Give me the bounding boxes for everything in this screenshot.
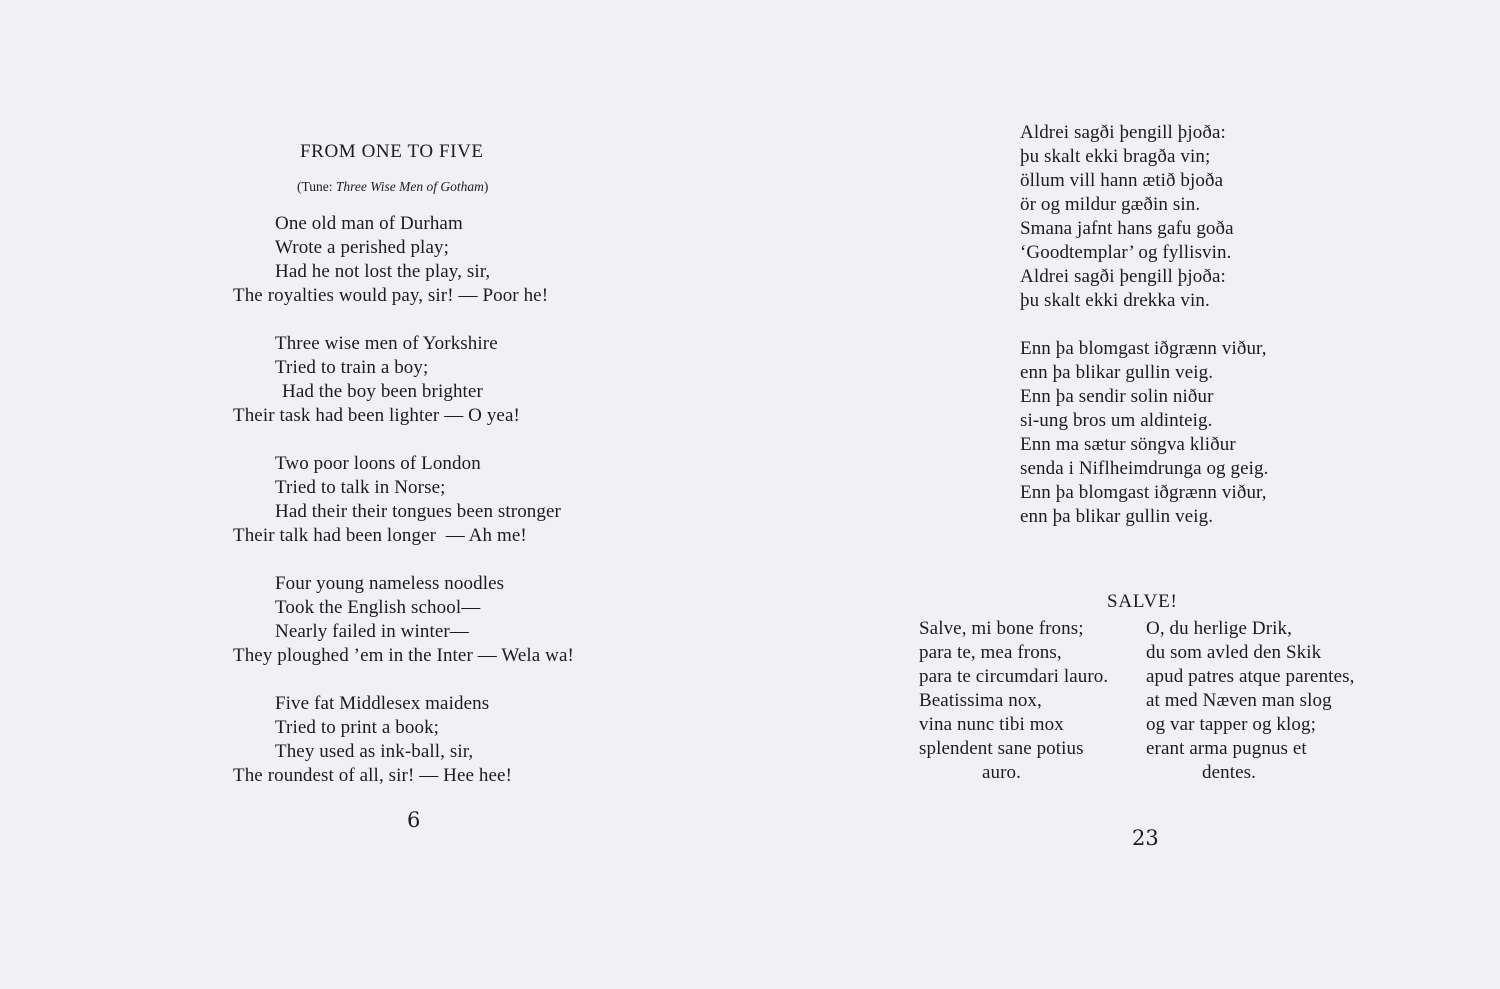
poem-line: Tried to train a boy; [275,357,429,378]
poem-line: ör og mildur gæðin sin. [1020,194,1201,215]
danish-line: erant arma pugnus et [1146,738,1307,759]
poem-line: Five fat Middlesex maidens [275,693,490,714]
poem-line: senda i Niflheimdrunga og geig. [1020,458,1269,479]
poem-line: Had the boy been brighter [282,381,483,402]
poem-line: þu skalt ekki drekka vin. [1020,290,1210,311]
latin-line: splendent sane potius [919,738,1084,759]
latin-line: Salve, mi bone frons; [919,618,1084,639]
danish-line: og var tapper og klog; [1146,714,1316,735]
danish-line: at med Næven man slog [1146,690,1332,711]
poem-line: öllum vill hann ætið bjoða [1020,170,1224,191]
poem-line: Enn þa sendir solin niður [1020,386,1214,407]
danish-line: dentes. [1202,762,1256,783]
danish-line: du som avled den Skik [1146,642,1322,663]
latin-line: auro. [982,762,1022,783]
tune-note [297,179,488,195]
poem-line: Enn þa blomgast iðgrænn viður, [1020,482,1267,503]
poem-line: þu skalt ekki bragða vin; [1020,146,1211,167]
poem-line: Three wise men of Yorkshire [275,333,498,354]
poem-line: Nearly failed in winter— [275,621,469,642]
poem-line: One old man of Durham [275,213,463,234]
tune-suffix: ) [483,179,489,194]
poem-line: Tried to print a book; [275,717,440,738]
poem-line: Enn ma sætur söngva kliður [1020,434,1236,455]
poem-line: Four young nameless noodles [275,573,505,594]
poem-line: enn þa blikar gullin veig. [1020,506,1214,527]
latin-line: para te circumdari lauro. [919,666,1109,687]
poem-line: Smana jafnt hans gafu goða [1020,218,1234,239]
poem-line: enn þa blikar gullin veig. [1020,362,1214,383]
poem-line: si-ung bros um aldinteig. [1020,410,1213,431]
poem-line: Enn þa blomgast iðgrænn viður, [1020,338,1267,359]
danish-line: apud patres atque parentes, [1146,666,1355,687]
poem-line: Took the English school— [275,597,481,618]
latin-line: Beatissima nox, [919,690,1042,711]
tune-name: Three Wise Men of Gotham [335,179,484,194]
poem-line: Wrote a perished play; [275,237,449,258]
tune-prefix: (Tune: [297,179,336,194]
poem-title: FROM ONE TO FIVE [300,141,484,162]
poem-line: Two poor loons of London [275,453,481,474]
latin-line: vina nunc tibi mox [919,714,1064,735]
poem-line: They used as ink-ball, sir, [275,741,474,762]
poem-line: The roundest of all, sir! — Hee hee! [233,765,512,786]
poem-line: ‘Goodtemplar’ og fyllisvin. [1020,242,1232,263]
danish-line: O, du herlige Drik, [1146,618,1292,639]
poem-line: Aldrei sagði þengill þjoða: [1020,122,1226,143]
latin-line: para te, mea frons, [919,642,1062,663]
poem-line: Had their their tongues been stronger [275,501,561,522]
poem-line: The royalties would pay, sir! — Poor he! [233,285,549,306]
poem-line: Their talk had been longer — Ah me! [233,525,527,546]
poem-line: Aldrei sagði þengill þjoða: [1020,266,1226,287]
page-number: 23 [1132,826,1159,850]
page-number: 6 [407,808,421,832]
poem-line: Had he not lost the play, sir, [275,261,491,282]
salve-title: SALVE! [1107,591,1178,612]
poem-line: Tried to talk in Norse; [275,477,446,498]
poem-line: Their task had been lighter — O yea! [233,405,520,426]
poem-line: They ploughed ’em in the Inter — Wela wa! [233,645,574,666]
